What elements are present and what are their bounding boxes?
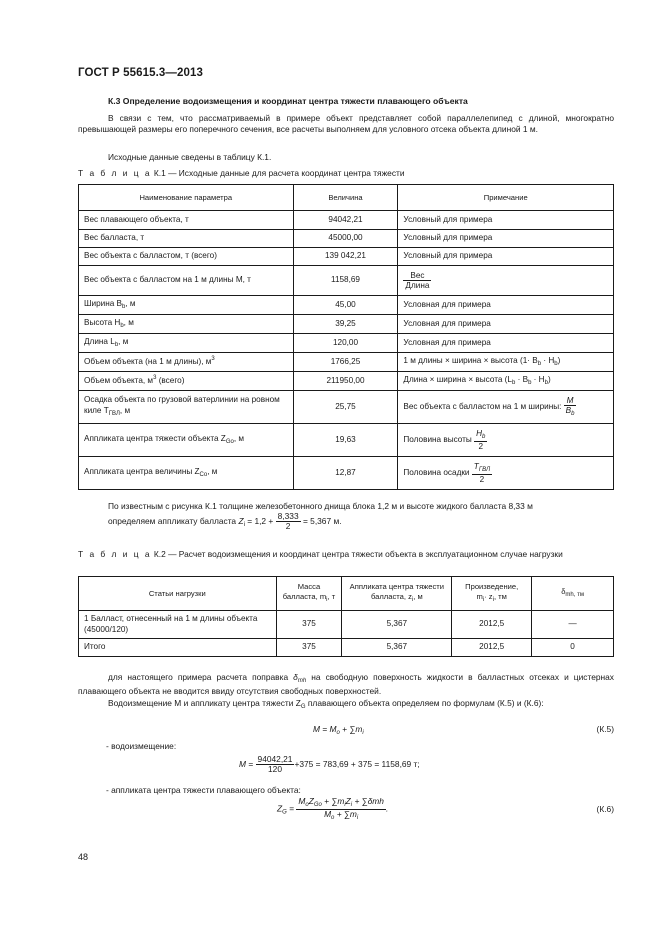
cell-name: Вес плавающего объекта, т	[79, 211, 294, 230]
cell-name: Осадка объекта по грузовой ватерлинии на ровном киле $T_{ГВЛ}$, м	[79, 391, 294, 424]
cell-note: Условный для примера	[398, 230, 614, 248]
table2-header-mass: Масса балласта, $m_i$, т	[276, 577, 342, 611]
cell-note: Условная для примера	[398, 296, 614, 315]
cell-value: 94042,21	[293, 211, 398, 230]
cell-delta: —	[532, 611, 614, 639]
section-title: К.3 Определение водоизмещения и координат центра тяжести плавающего объекта	[108, 96, 468, 106]
cell-note: Вес объекта с балластом на 1 м ширины: $\frac{M}{B_b}$	[398, 391, 614, 424]
paragraph-displacement: Водоизмещение M и аппликату центра тяжести $Z_G$ плавающего объекта определяем по формулам (К.5) и (К.6):	[108, 698, 544, 710]
cell-value: 12,87	[293, 457, 398, 490]
table-row	[79, 353, 614, 372]
cell-value: 25,75	[293, 391, 398, 424]
cell-name: Объем объекта (на 1 м длины), $м^3$	[79, 353, 294, 372]
page-header-title: ГОСТ Р 55615.3—2013	[78, 67, 203, 79]
cell-z: 5,367	[342, 639, 452, 657]
table2-caption: Т а б л и ц а К.2 — Расчет водоизмещения и координат центра тяжести объекта в эксплуатационном случае нагрузки	[78, 549, 563, 559]
cell-value: 139 042,21	[293, 248, 398, 266]
cell-product: 2012,5	[452, 639, 532, 657]
cell-name: 1 Балласт, отнесенный на 1 м длины объекта (45000/120)	[79, 611, 277, 639]
table2-header-z: Аппликата центра тяжести балласта, $z_i$, м	[342, 577, 452, 611]
cell-name: Длина $L_b$, м	[79, 334, 294, 353]
cell-note: Условный для примера	[398, 248, 614, 266]
table-row	[79, 391, 614, 424]
table-row	[79, 457, 614, 490]
cell-value: 211950,00	[293, 372, 398, 391]
page-number: 48	[78, 852, 89, 862]
cell-name: Вес объекта с балластом, т (всего)	[79, 248, 294, 266]
cell-note: Половина высоты $\frac{H_b}{2}$	[398, 424, 614, 457]
paragraph-table-ref: Исходные данные сведены в таблицу К.1.	[108, 152, 272, 162]
paragraph-ballast-b: определяем аппликату балласта $Z_i = 1,2$ + $\frac{8,333}{2}$ = 5,367 м.	[108, 511, 342, 532]
cell-mass: 375	[276, 611, 342, 639]
paragraph-intro: В связи с тем, что рассматриваемый в примере объект представляет собой параллелепипед с длиной, многократно превышающей размеры его поперечного сечения, все расчеты выполняем для условного отсека объекта длиной 1 м.	[78, 113, 614, 134]
cell-mass: 375	[276, 639, 342, 657]
cell-name: Вес объекта с балластом на 1 м длины M, т	[79, 266, 294, 296]
table-row	[79, 315, 614, 334]
table2-header-item: Статьи нагрузки	[79, 577, 277, 611]
formula-k6-number: (К.6)	[596, 804, 614, 814]
table-row	[79, 248, 614, 266]
cell-note: Длина × ширина × высота $(L_b \cdot B_b \cdot H_b)$	[398, 372, 614, 391]
table1-header-param: Наименование параметра	[79, 185, 294, 211]
cell-value: 39,25	[293, 315, 398, 334]
cell-value: 120,00	[293, 334, 398, 353]
cell-value: 1766,25	[293, 353, 398, 372]
cell-delta: 0	[532, 639, 614, 657]
cell-product: 2012,5	[452, 611, 532, 639]
cell-name: Высота $H_b$, м	[79, 315, 294, 334]
cell-name: Аппликата центра величины $Z_{Co}$, м	[79, 457, 294, 490]
formula-k5-number: (К.5)	[596, 724, 614, 734]
cell-z: 5,367	[342, 611, 452, 639]
formula-k5: $M = M_o + \sum m_i$	[313, 724, 364, 736]
table-k2	[78, 576, 614, 657]
table2-header-product: Произведение, $m_i\cdot z_i$, тм	[452, 577, 532, 611]
dash-displacement: - водоизмещение:	[106, 741, 177, 751]
paragraph-correction: для настоящего примера расчета поправка $\delta_{mh}$ на свободную поверхность жидкости в балластных отсеках и цистернах плавающего объекта не вводится ввиду отсутствия свободных поверхностей.	[78, 672, 614, 696]
cell-name: Аппликата центра тяжести объекта $Z_{Go}$, м	[79, 424, 294, 457]
formula-k6: $Z_G$ = $\frac{M_oZ_{Go} + \sum m_iZ_i + \sum\delta mh}{M_o + \sum m_i}$ .	[277, 796, 389, 821]
table-row	[79, 334, 614, 353]
table-row	[79, 639, 614, 657]
table1-header-note: Примечание	[398, 185, 614, 211]
table1-caption-label: Т а б л и ц а	[78, 168, 152, 178]
table-row	[79, 211, 614, 230]
table-row	[79, 372, 614, 391]
table1-header-value: Величина	[293, 185, 398, 211]
table1-caption-text: К.1 — Исходные данные для расчета координат центра тяжести	[153, 168, 405, 178]
table-row	[79, 424, 614, 457]
cell-name: Ширина $B_b$, м	[79, 296, 294, 315]
cell-value: 19,63	[293, 424, 398, 457]
table-row	[79, 230, 614, 248]
cell-note: Условная для примера	[398, 315, 614, 334]
cell-note: Условная для примера	[398, 334, 614, 353]
cell-note: Условный для примера	[398, 211, 614, 230]
table-row	[79, 611, 614, 639]
paragraph-ballast-a: По известным с рисунка К.1 толщине железобетонного днища блока 1,2 м и высоте жидкого балласта 8,33 м	[108, 501, 533, 511]
table-k1	[78, 184, 614, 490]
cell-name: Объем объекта, $м^3$ (всего)	[79, 372, 294, 391]
cell-value: 1158,69	[293, 266, 398, 296]
cell-note: Половина осадки $\frac{T_{ГВЛ}}{2}$	[398, 457, 614, 490]
cell-value: 45000,00	[293, 230, 398, 248]
table2-header-delta: $\delta_{mh, тм}$	[532, 577, 614, 611]
table-row	[79, 266, 614, 296]
cell-name: Итого	[79, 639, 277, 657]
dash-center-gravity: - аппликата центра тяжести плавающего объекта:	[106, 785, 301, 795]
table1-caption	[78, 168, 405, 179]
cell-note: 1 м длины × ширина × высота $(1\cdot B_b \cdot H_b)$	[398, 353, 614, 372]
cell-note: $\frac{\text{Вес}}{\text{Длина}}$	[398, 266, 614, 296]
table-row	[79, 296, 614, 315]
cell-value: 45,00	[293, 296, 398, 315]
cell-name: Вес балласта, т	[79, 230, 294, 248]
formula-m-calc: M = $\frac{94042,21}{120}$ +375 = 783,69 + 375 = 1158,69 т;	[239, 754, 420, 775]
